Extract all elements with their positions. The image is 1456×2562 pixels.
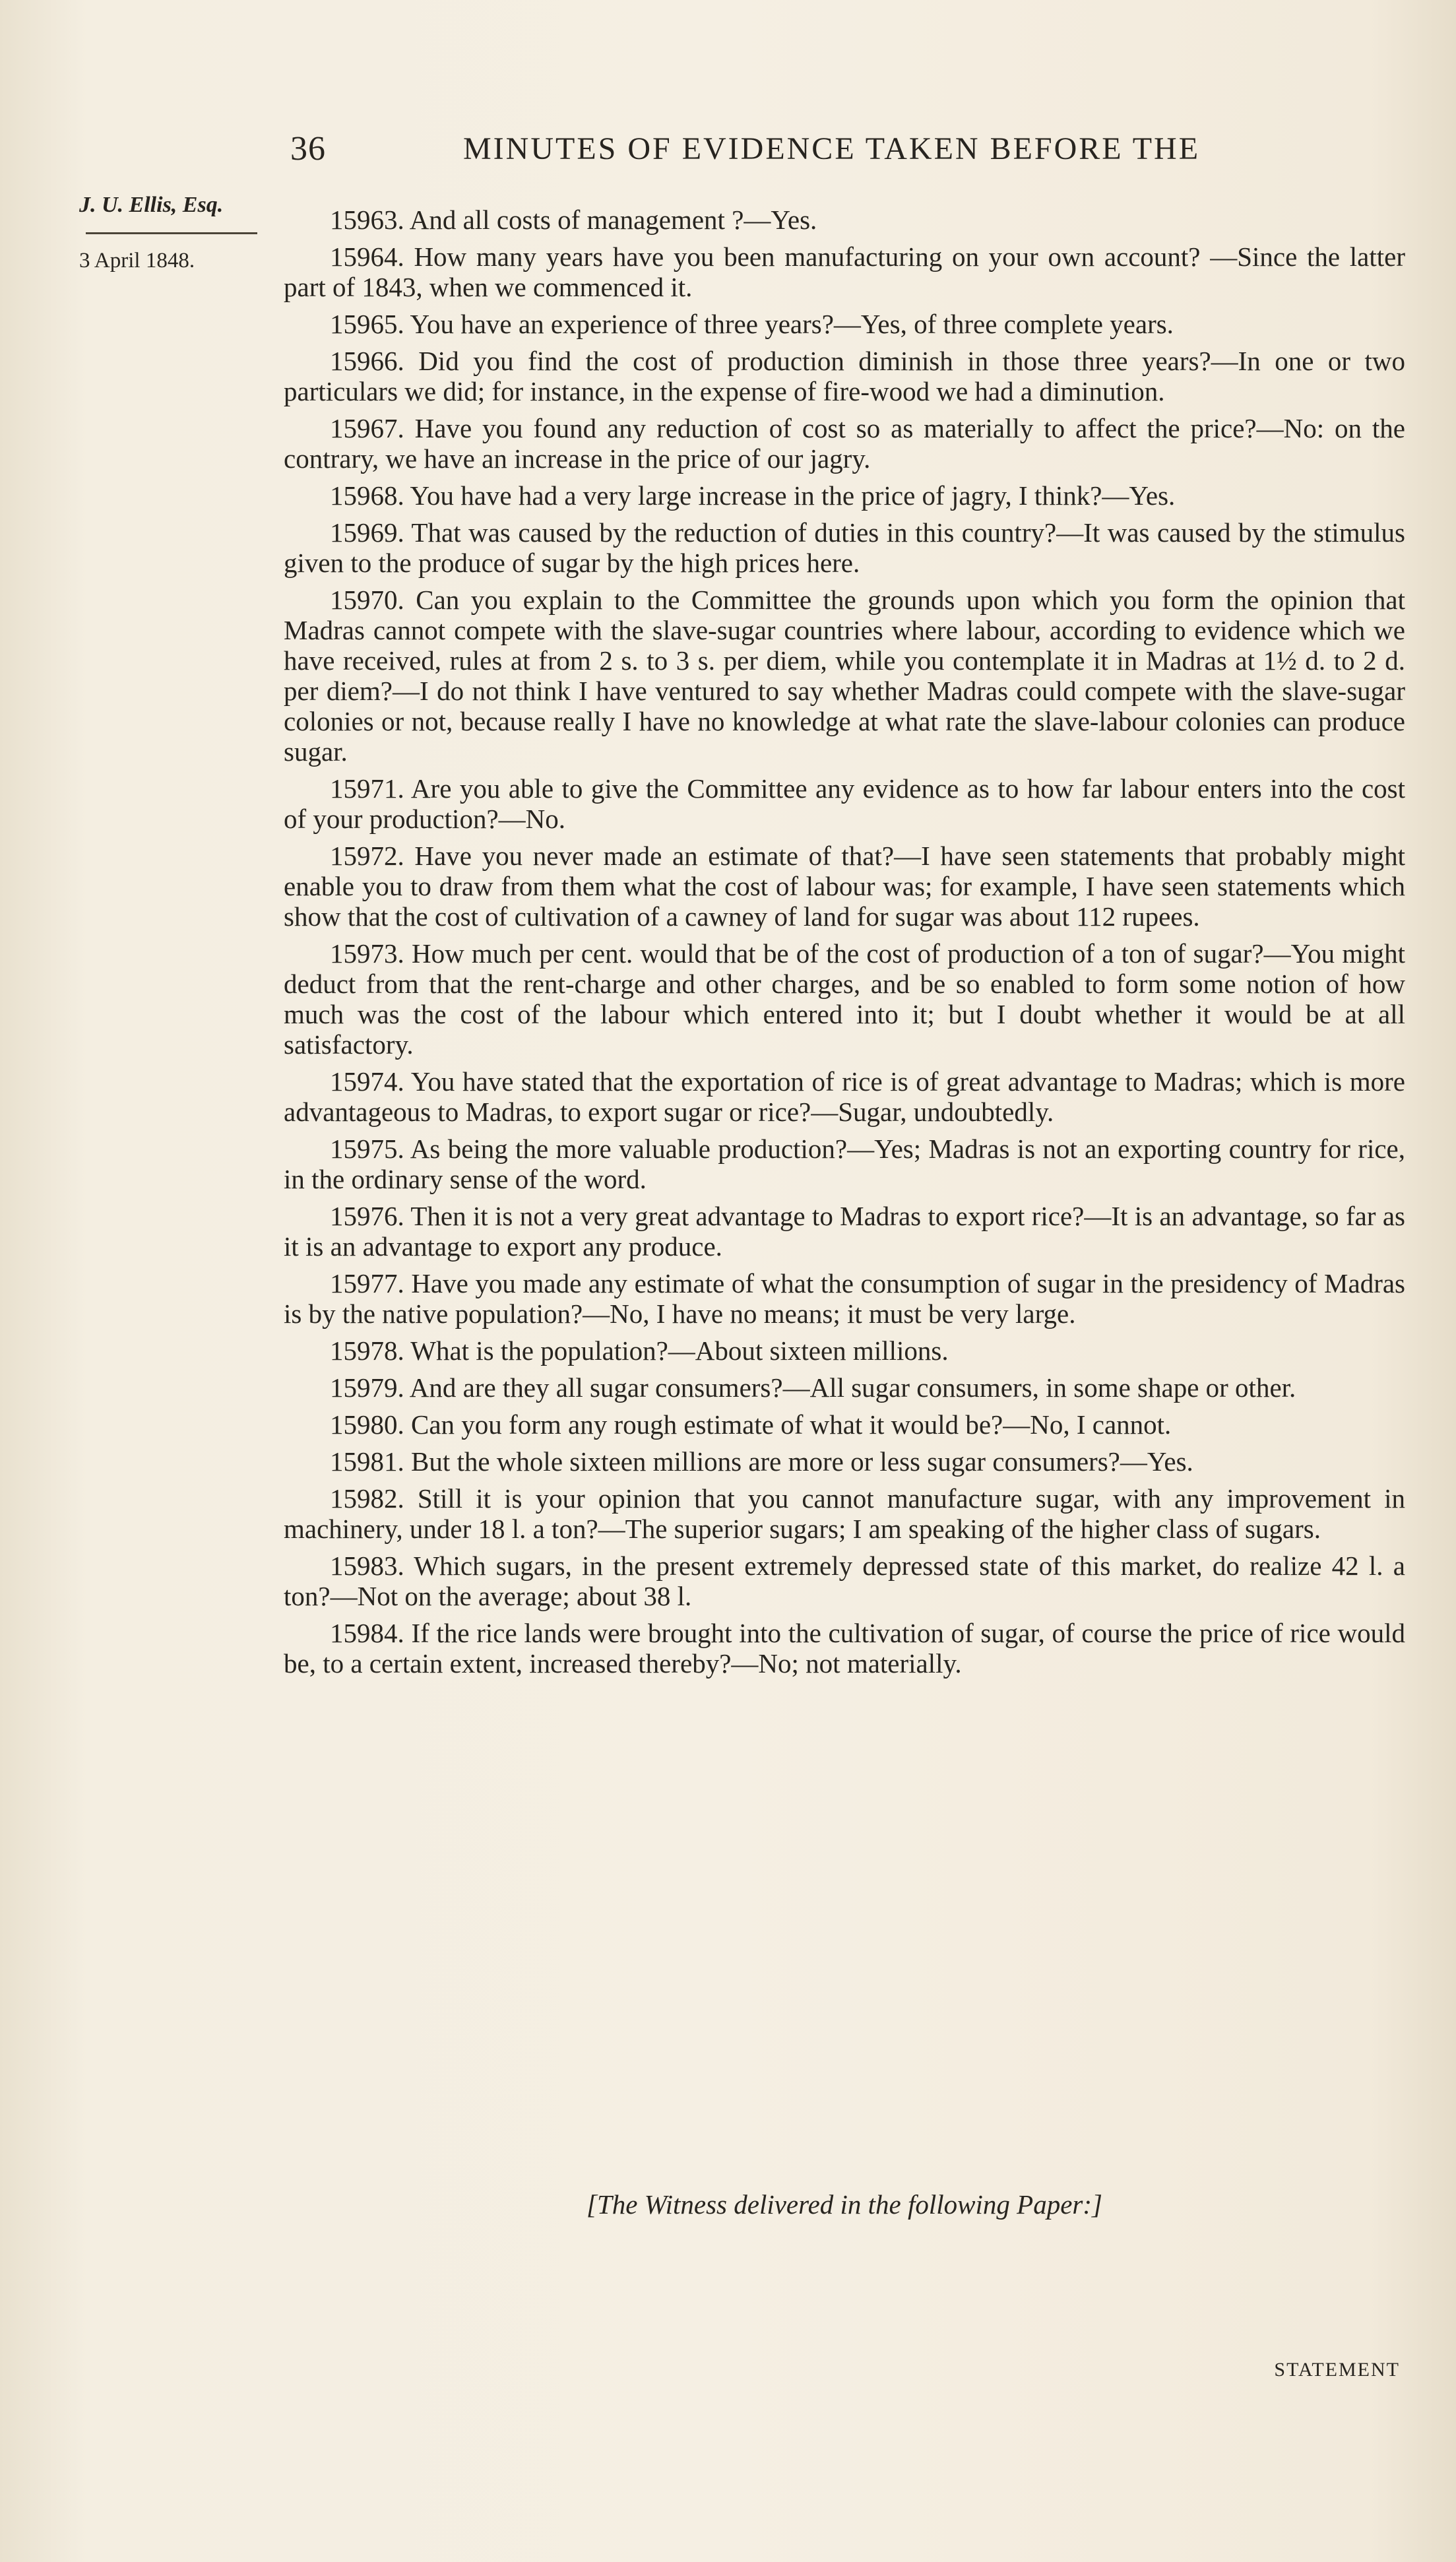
evidence-paragraph-15979: 15979. And are they all sugar consumers?—All sugar consumers, in some shape or other. <box>330 1372 1296 1403</box>
running-title: MINUTES OF EVIDENCE TAKEN BEFORE THE <box>463 131 1201 166</box>
evidence-paragraph-15968: 15968. You have had a very large increase in the price of jagry, I think?—Yes. <box>330 480 1176 511</box>
evidence-paragraph-15963: 15963. And all costs of management ?—Yes. <box>330 205 817 235</box>
evidence-paragraph-15978: 15978. What is the population?—About sixteen millions. <box>330 1335 949 1366</box>
evidence-paragraph-15969: 15969. That was caused by the reduction of duties in this country?—It was caused by the stimulus given to the produce of sugar by the high prices here. <box>284 517 1405 578</box>
evidence-paragraph-15982: 15982. Still it is your opinion that you cannot manufacture sugar, with any improvement in machinery, under 18 l. a ton?—The superior sugars; I am speaking of the higher class of sugars. <box>284 1483 1405 1544</box>
evidence-paragraph-15972: 15972. Have you never made an estimate of that?—I have seen statements that probably might enable you to draw from them what the cost of labour was; for example, I have seen statements which show that the cost of cultivation of a cawney of land for sugar was about 112 rupees. <box>284 841 1405 932</box>
evidence-body <box>284 205 1405 2220</box>
evidence-paragraph-15984: 15984. If the rice lands were brought into the cultivation of sugar, of course the price of rice would be, to a certain extent, increased thereby?—No; not materially. <box>284 1618 1405 1679</box>
margin-date: 3 April 1848. <box>79 249 195 272</box>
evidence-paragraph-15966: 15966. Did you find the cost of production diminish in those three years?—In one or two particulars we did; for instance, in the expense of fire-wood we had a diminution. <box>284 346 1405 406</box>
evidence-paragraph-15983: 15983. Which sugars, in the present extremely depressed state of this market, do realize 42 l. a ton?—Not on the average; about 38 l. <box>284 1551 1405 1611</box>
evidence-paragraph-15964: 15964. How many years have you been manufacturing on your own account? —Since the latter part of 1843, when we commenced it. <box>284 241 1405 302</box>
evidence-paragraph-15971: 15971. Are you able to give the Committee any evidence as to how far labour enters into the cost of your production?—No. <box>284 773 1405 834</box>
evidence-paragraph-15981: 15981. But the whole sixteen millions are more or less sugar consumers?—Yes. <box>330 1446 1193 1477</box>
margin-rule <box>86 232 257 234</box>
evidence-paragraph-15980: 15980. Can you form any rough estimate of what it would be?—No, I cannot. <box>330 1409 1172 1440</box>
margin-witness-name: J. U. Ellis, Esq. <box>79 193 224 217</box>
evidence-paragraph-15970: 15970. Can you explain to the Committee the grounds upon which you form the opinion that Madras cannot compete with the slave-sugar countries where labour, according to evidence which we have received, rules at from 2 s. to 3 s. per diem, while you contemplate it in Madras at 1½ d. to 2 d. per diem?—I do not think I have ventured to say whether Madras could compete with the slave-sugar colonies or not, because really I have no knowledge at what rate the slave-labour colonies can produce sugar. <box>284 585 1405 767</box>
evidence-paragraph-15967: 15967. Have you found any reduction of cost so as materially to affect the price?—No: on the contrary, we have an increase in the price of our jagry. <box>284 413 1405 474</box>
evidence-paragraph-15974: 15974. You have stated that the exportation of rice is of great advantage to Madras; which is more advantageous to Madras, to export sugar or rice?—Sugar, undoubtedly. <box>284 1066 1405 1127</box>
evidence-paragraph-15975: 15975. As being the more valuable production?—Yes; Madras is not an exporting country for rice, in the ordinary sense of the word. <box>284 1134 1405 1194</box>
witness-paper-note: [The Witness delivered in the following Paper:] <box>586 2189 1102 2220</box>
evidence-paragraph-15973: 15973. How much per cent. would that be of the cost of production of a ton of sugar?—You might deduct from that the rent-charge and other charges, and be so enabled to form some notion of how much was the cost of the labour which entered into it; but I doubt whether it would be at all satisfactory. <box>284 938 1405 1060</box>
evidence-paragraph-15977: 15977. Have you made any estimate of what the consumption of sugar in the presidency of Madras is by the native population?—No, I have no means; it must be very large. <box>284 1268 1405 1329</box>
catchword: STATEMENT <box>1274 2359 1400 2381</box>
page-header <box>290 129 1273 182</box>
page-number: 36 <box>290 130 326 168</box>
evidence-paragraph-15965: 15965. You have an experience of three years?—Yes, of three complete years. <box>330 309 1174 339</box>
evidence-paragraph-15976: 15976. Then it is not a very great advantage to Madras to export rice?—It is an advantage, so far as it is an advantage to export any produce. <box>284 1201 1405 1262</box>
